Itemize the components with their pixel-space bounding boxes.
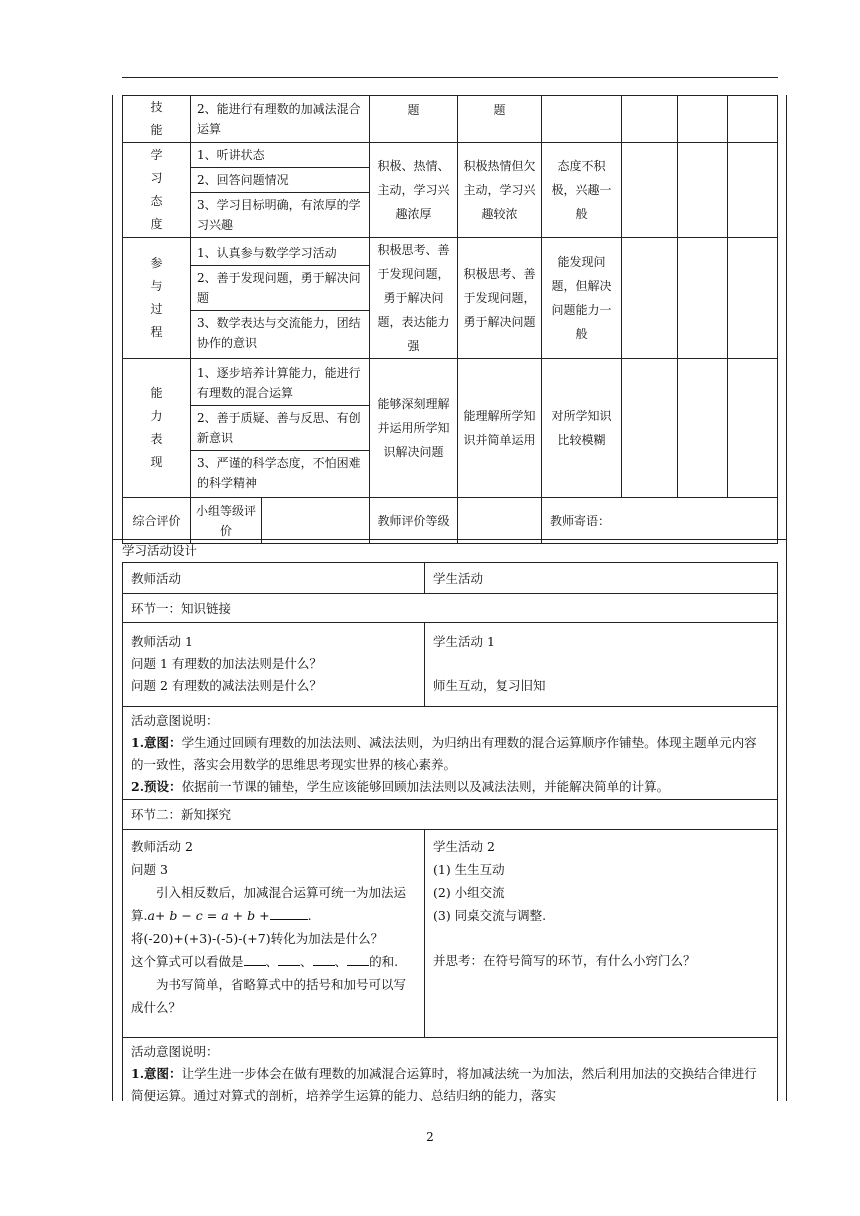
score-cell [622, 359, 678, 498]
item-skill-2: 2、能进行有理数的加减法混合运算 [191, 96, 370, 143]
grade-c: 态度不积极，兴趣一般 [542, 143, 622, 238]
stage-2-activities [122, 829, 778, 1038]
grade-b: 积极热情但欠主动，学习兴趣较浓 [458, 143, 542, 238]
grade-c: 对所学知识比较模糊 [542, 359, 622, 498]
score-cell [678, 96, 728, 143]
head-teacher: 教师活动 [131, 571, 182, 586]
grade-b: 能理解所学知识并简单运用 [458, 359, 542, 498]
row-ability [123, 359, 778, 498]
design-title: 学习活动设计 [122, 543, 198, 558]
score-cell [622, 143, 678, 238]
row-attitude [123, 143, 778, 238]
summary-label: 综合评价 [123, 498, 191, 544]
grade-b: 题 [458, 96, 542, 143]
row-participation [123, 238, 778, 359]
category-skill: 技 能 [123, 96, 191, 143]
score-cell [728, 96, 778, 143]
score-cell [622, 238, 678, 359]
student-activity-1: 学生活动 1 师生互动，复习旧知 [433, 634, 546, 693]
category-attitude: 学 习 态 度 [123, 143, 191, 238]
stage-1-note: 活动意图说明： 1.意图：学生通过回顾有理数的加法法则、减法法则，为归纳出有理数的混合运算顺序作铺垫。体现主题单元内容的一致性，落实会用数学的思维思考现实世界的核心素养。 2.预设：依据前一节课的铺垫，学生应该能够回顾加法法则以及减法法则，并能解决简单的计算。 [122, 706, 778, 800]
score-cell [678, 359, 728, 498]
score-cell [622, 96, 678, 143]
grade-c: 能发现问题，但解决问题能力一般 [542, 238, 622, 359]
stage-2-title: 环节二：新知探究 [122, 799, 778, 830]
grade-a: 题 [370, 96, 458, 143]
score-cell [728, 238, 778, 359]
category-ability: 能 力 表 现 [123, 359, 191, 498]
teacher-activity-2: 教师活动 2 问题 3 引入相反数后，加减混合运算可统一为加法运算.a+ b − c = a + b + . 将(-20)+(+3)-(-5)-(+7)转化为加法是什么？ 这个算式可以看做是 、 、 、 的和. 为书写简单，省略算式中的括号和加号可以写成什么？ [131, 839, 407, 1015]
score-cell [728, 359, 778, 498]
teacher-grade-label: 教师评价等级 [370, 498, 458, 544]
design-header [122, 562, 778, 594]
teacher-grade-value [458, 498, 542, 544]
frame-divider [112, 539, 787, 540]
head-student: 学生活动 [433, 571, 484, 586]
stage-1-activities [122, 622, 778, 707]
score-cell [728, 143, 778, 238]
page-number: 2 [426, 1130, 434, 1144]
grade-c [542, 96, 622, 143]
items-participation: 1、认真参与数学学习活动 2、善于发现问题，勇于解决问题 3、数学表达与交流能力，团结协作的意识 [191, 238, 370, 359]
category-participation: 参 与 过 程 [123, 238, 191, 359]
items-ability: 1、逐步培养计算能力，能进行有理数的混合运算 2、善于质疑、善与反思、有创新意识 3、严谨的科学态度，不怕困难的科学精神 [191, 359, 370, 498]
score-cell [678, 143, 728, 238]
student-activity-2: 学生活动 2 (1) 生生互动 (2) 小组交流 (3) 同桌交流与调整. 并思考：在符号简写的环节，有什么小窍门么？ [433, 839, 696, 968]
evaluation-table [122, 95, 778, 544]
frame-left [112, 95, 113, 1101]
score-cell [678, 238, 728, 359]
teacher-message: 教师寄语： [542, 498, 778, 544]
header-rule [122, 77, 778, 78]
grade-a: 积极、热情、主动，学习兴趣浓厚 [370, 143, 458, 238]
group-grade-value [262, 498, 369, 543]
items-attitude: 1、听讲状态 2、回答问题情况 3、学习目标明确，有浓厚的学习兴趣 [191, 143, 370, 238]
teacher-activity-1: 教师活动 1 问题 1 有理数的加法法则是什么？ 问题 2 有理数的减法法则是什么？ [131, 634, 322, 693]
grade-a: 能够深刻理解并运用所学知识解决问题 [370, 359, 458, 498]
row-skill [123, 96, 778, 143]
stage-2-note: 活动意图说明： 1.意图：让学生进一步体会在做有理数的加减混合运算时，将加减法统一为加法，然后利用加法的交换结合律进行简便运算。通过对算式的剖析，培养学生运算的能力、总结归纳的能力，落实 [122, 1037, 778, 1101]
grade-a: 积极思考、善于发现问题，勇于解决问题，表达能力强 [370, 238, 458, 359]
stage-1-title: 环节一：知识链接 [122, 593, 778, 623]
group-grade-label: 小组等级评价 [191, 498, 262, 543]
grade-b: 积极思考、善于发现问题，勇于解决问题 [458, 238, 542, 359]
frame-right [786, 95, 787, 1101]
row-summary [123, 498, 778, 544]
